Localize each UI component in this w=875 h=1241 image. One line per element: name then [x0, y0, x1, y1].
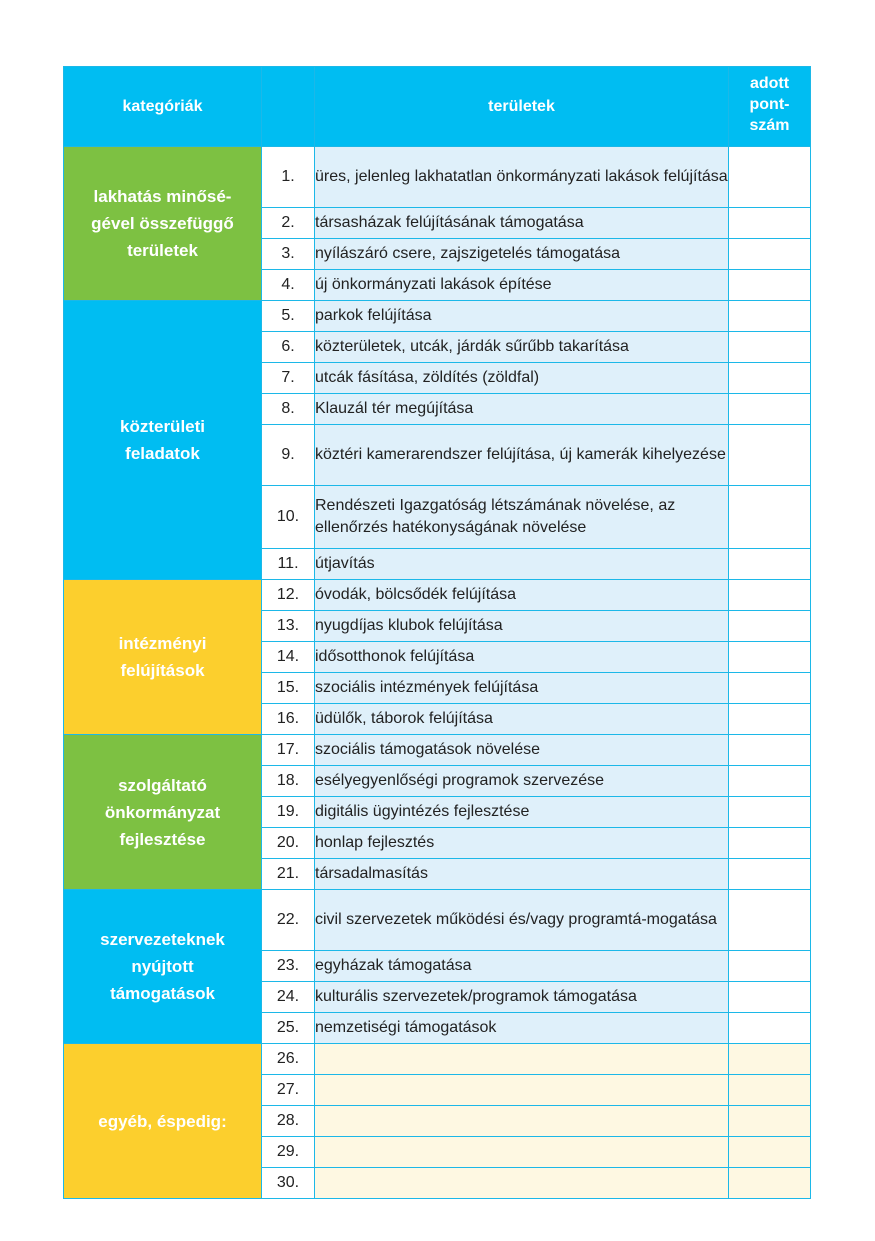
category-label-line: egyéb, éspedig:: [98, 1111, 227, 1131]
area-text: egyházak támogatása: [315, 951, 729, 982]
row-number: 3.: [262, 239, 315, 270]
points-input-cell[interactable]: [729, 239, 811, 270]
voting-table: [63, 66, 811, 1199]
row-number: 26.: [262, 1044, 315, 1075]
points-input-cell[interactable]: [729, 270, 811, 301]
category-label-line: fejlesztése: [119, 829, 206, 849]
area-text: új önkormányzati lakások építése: [315, 270, 729, 301]
points-input-cell[interactable]: [729, 673, 811, 704]
row-number: 21.: [262, 859, 315, 890]
row-number: 27.: [262, 1075, 315, 1106]
row-number: 19.: [262, 797, 315, 828]
points-input-cell[interactable]: [729, 425, 811, 486]
category-label-line: támogatások: [110, 984, 215, 1003]
table-row: [64, 890, 811, 951]
category-cell: [64, 1044, 262, 1199]
row-number: 25.: [262, 1013, 315, 1044]
area-text: idősotthonok felújítása: [315, 642, 729, 673]
points-input-cell[interactable]: [729, 735, 811, 766]
category-cell: [64, 301, 262, 580]
header-points-line3: szám: [749, 117, 790, 134]
row-number: 9.: [262, 425, 315, 486]
area-text: nemzetiségi támogatások: [315, 1013, 729, 1044]
area-text: utcák fásítása, zöldítés (zöldfal): [315, 363, 729, 394]
area-text: óvodák, bölcsődék felújítása: [315, 580, 729, 611]
table-row: [64, 735, 811, 766]
header-row: [64, 67, 811, 147]
area-text: nyugdíjas klubok felújítása: [315, 611, 729, 642]
area-text: szociális intézmények felújítása: [315, 673, 729, 704]
category-cell: [64, 890, 262, 1044]
row-number: 2.: [262, 208, 315, 239]
row-number: 11.: [262, 549, 315, 580]
points-input-cell[interactable]: [729, 982, 811, 1013]
area-text[interactable]: [315, 1106, 729, 1137]
points-input-cell[interactable]: [729, 1137, 811, 1168]
category-label-line: nyújtott: [131, 957, 194, 976]
header-points-line2: pont-: [749, 96, 790, 113]
area-text[interactable]: [315, 1137, 729, 1168]
row-number: 23.: [262, 951, 315, 982]
area-text: társasházak felújításának támogatása: [315, 208, 729, 239]
points-input-cell[interactable]: [729, 828, 811, 859]
points-input-cell[interactable]: [729, 301, 811, 332]
category-label-line: felújítások: [120, 661, 205, 680]
header-points: [729, 67, 811, 147]
table-row: [64, 1044, 811, 1075]
points-input-cell[interactable]: [729, 1168, 811, 1199]
row-number: 29.: [262, 1137, 315, 1168]
points-input-cell[interactable]: [729, 1013, 811, 1044]
row-number: 28.: [262, 1106, 315, 1137]
row-number: 10.: [262, 486, 315, 549]
points-input-cell[interactable]: [729, 1044, 811, 1075]
points-input-cell[interactable]: [729, 363, 811, 394]
area-text[interactable]: [315, 1075, 729, 1106]
points-input-cell[interactable]: [729, 147, 811, 208]
row-number: 20.: [262, 828, 315, 859]
area-text: üres, jelenleg lakhatatlan önkormányzati lakások felújítása: [315, 147, 729, 208]
header-number: [262, 67, 315, 147]
category-label-line: közterületi: [119, 417, 206, 436]
area-text: parkok felújítása: [315, 301, 729, 332]
points-input-cell[interactable]: [729, 859, 811, 890]
points-input-cell[interactable]: [729, 394, 811, 425]
area-text: társadalmasítás: [315, 859, 729, 890]
row-number: 8.: [262, 394, 315, 425]
row-number: 30.: [262, 1168, 315, 1199]
points-input-cell[interactable]: [729, 766, 811, 797]
area-text: honlap fejlesztés: [315, 828, 729, 859]
area-text: Rendészeti Igazgatóság létszámának növelése, az ellenőrzés hatékonyságának növelése: [315, 486, 729, 549]
area-text: útjavítás: [315, 549, 729, 580]
points-input-cell[interactable]: [729, 797, 811, 828]
area-text: köztéri kamerarendszer felújítása, új kamerák kihelyezése: [315, 425, 729, 486]
row-number: 18.: [262, 766, 315, 797]
row-number: 14.: [262, 642, 315, 673]
area-text: esélyegyenlőségi programok szervezése: [315, 766, 729, 797]
category-cell: [64, 147, 262, 301]
area-text: üdülők, táborok felújítása: [315, 704, 729, 735]
area-text: civil szervezetek működési és/vagy programtá-mogatása: [315, 890, 729, 951]
row-number: 1.: [262, 147, 315, 208]
table-row: [64, 580, 811, 611]
header-areas: területek: [315, 67, 729, 147]
points-input-cell[interactable]: [729, 1075, 811, 1106]
area-text: közterületek, utcák, járdák sűrűbb takarítása: [315, 332, 729, 363]
points-input-cell[interactable]: [729, 208, 811, 239]
points-input-cell[interactable]: [729, 951, 811, 982]
category-label-line: szolgáltató: [118, 775, 207, 795]
points-input-cell[interactable]: [729, 549, 811, 580]
category-label-line: területek: [127, 241, 198, 260]
row-number: 15.: [262, 673, 315, 704]
table-body: [64, 147, 811, 1199]
category-label-line: feladatok: [125, 444, 200, 463]
category-label-line: intézményi: [118, 634, 207, 653]
row-number: 7.: [262, 363, 315, 394]
points-input-cell[interactable]: [729, 890, 811, 951]
category-label-line: szervezeteknek: [100, 930, 225, 949]
row-number: 12.: [262, 580, 315, 611]
row-number: 24.: [262, 982, 315, 1013]
area-text: digitális ügyintézés fejlesztése: [315, 797, 729, 828]
points-input-cell[interactable]: [729, 486, 811, 549]
row-number: 6.: [262, 332, 315, 363]
table-row: [64, 301, 811, 332]
points-input-cell[interactable]: [729, 611, 811, 642]
row-number: 17.: [262, 735, 315, 766]
points-input-cell[interactable]: [729, 642, 811, 673]
row-number: 4.: [262, 270, 315, 301]
category-label-line: lakhatás minősé-: [93, 187, 232, 206]
area-text[interactable]: [315, 1044, 729, 1075]
area-text: kulturális szervezetek/programok támogatása: [315, 982, 729, 1013]
area-text: Klauzál tér megújítása: [315, 394, 729, 425]
points-input-cell[interactable]: [729, 580, 811, 611]
header-points-line1: adott: [749, 75, 790, 92]
row-number: 22.: [262, 890, 315, 951]
table-row: [64, 147, 811, 208]
category-cell: [64, 580, 262, 735]
row-number: 16.: [262, 704, 315, 735]
area-text: szociális támogatások növelése: [315, 735, 729, 766]
points-input-cell[interactable]: [729, 1106, 811, 1137]
area-text[interactable]: [315, 1168, 729, 1199]
category-label-line: önkormányzat: [104, 802, 221, 822]
points-input-cell[interactable]: [729, 704, 811, 735]
row-number: 13.: [262, 611, 315, 642]
category-cell: [64, 735, 262, 890]
row-number: 5.: [262, 301, 315, 332]
points-input-cell[interactable]: [729, 332, 811, 363]
area-text: nyílászáró csere, zajszigetelés támogatása: [315, 239, 729, 270]
category-label-line: gével összefüggő: [91, 214, 234, 233]
header-categories: kategóriák: [64, 67, 262, 147]
